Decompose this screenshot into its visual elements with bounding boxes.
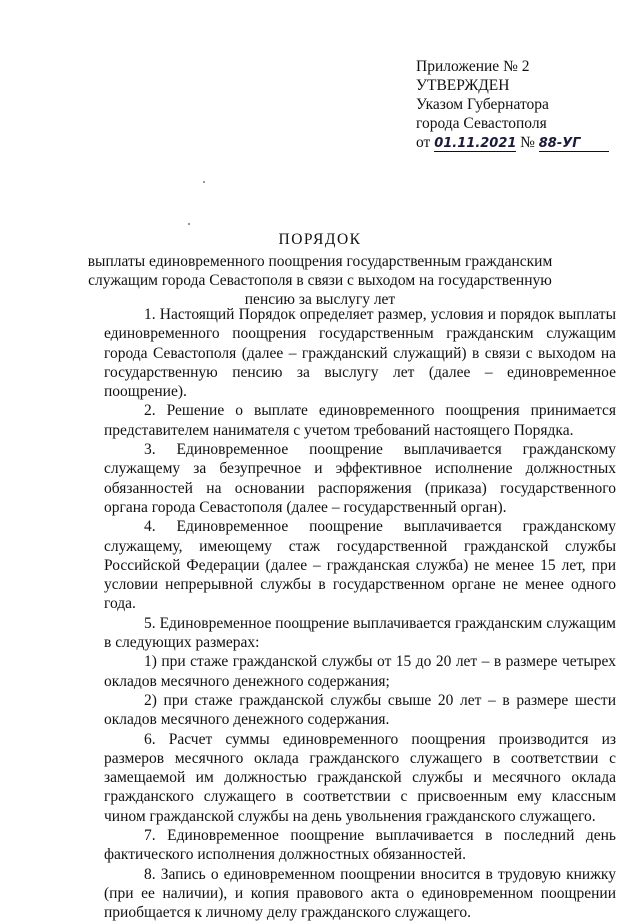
- date-number-line: [416, 133, 626, 152]
- paragraph-8: 8. Запись о единовременном поощрении вносится в трудовую книжку (при ее наличии), и копия правового акта о единовременном поощрении приобщается к личному делу гражданского служащего.: [104, 865, 616, 922]
- paragraph-7: 7. Единовременное поощрение выплачивается в последний день фактического исполнения должностных обязанностей.: [104, 827, 616, 864]
- city-label: города Севастополя: [416, 115, 547, 132]
- handwritten-date: 01.11.2021: [434, 136, 517, 151]
- scan-speck: [188, 223, 190, 225]
- decree-label: Указом Губернатора: [416, 96, 549, 113]
- title-subtitle-line: выплаты единовременного поощрения государственным гражданским: [87, 253, 553, 270]
- paragraph-5: 5. Единовременное поощрение выплачивается гражданским служащим в следующих размерах:: [104, 614, 616, 652]
- paragraph-1: 1. Настоящий Порядок определяет размер, условия и порядок выплаты единовременного поощрения государственным гражданским служащим города Севастополя (далее – гражданский служащий) в связи с выходом на государственную пенсию за выслугу лет (далее – единовременное поощрение).: [104, 306, 616, 401]
- title-subtitle-line: пенсию за выслугу лет: [244, 291, 396, 308]
- approved-label: УТВЕРЖДЕН: [416, 77, 510, 94]
- title-heading: ПОРЯДОК: [278, 231, 362, 248]
- paragraph-2: 2. Решение о выплате единовременного поощрения принимается представителем нанимателя с учетом требований настоящего Порядка.: [104, 402, 616, 439]
- handwritten-number: 88-УГ: [539, 136, 609, 152]
- paragraph-4: 4. Единовременное поощрение выплачивается гражданскому служащему, имеющему стаж государственной гражданской службы Российской Федерации (далее – гражданская служба) не менее 15 лет, при условии непрерывной службы в государственном органе не менее одного года.: [104, 518, 616, 613]
- number-prefix: №: [520, 134, 535, 151]
- scan-speck: [203, 181, 205, 183]
- date-prefix: от: [416, 134, 431, 151]
- paragraph-6: 6. Расчет суммы единовременного поощрения производится из размеров месячного оклада гражданского служащего в соответствии с замещаемой им должностью гражданской службы и месячного оклада гражданского служащего в соответствии с присвоенным ему классным чином гражданской службы на день увольнения гражданского служащего.: [104, 730, 616, 825]
- appendix-number: Приложение № 2: [416, 58, 530, 75]
- title-subtitle-line: служащим города Севастополя в связи с выходом на государственную: [88, 272, 552, 289]
- paragraph-5-item-1: 1) при стаже гражданской службы от 15 до 20 лет – в размере четырех окладов месячного денежного содержания;: [104, 653, 616, 690]
- paragraph-3: 3. Единовременное поощрение выплачивается гражданскому служащему за безупречное и эффективное исполнение должностных обязанностей на основании распоряжения (приказа) государственного органа города Севастополя (далее – государственный орган).: [104, 441, 616, 516]
- document-title: [40, 230, 600, 309]
- approval-block: [416, 57, 626, 152]
- paragraph-5-item-2: 2) при стаже гражданской службы свыше 20 лет – в размере шести окладов месячного денежного содержания.: [104, 691, 616, 729]
- document-body: [104, 305, 616, 923]
